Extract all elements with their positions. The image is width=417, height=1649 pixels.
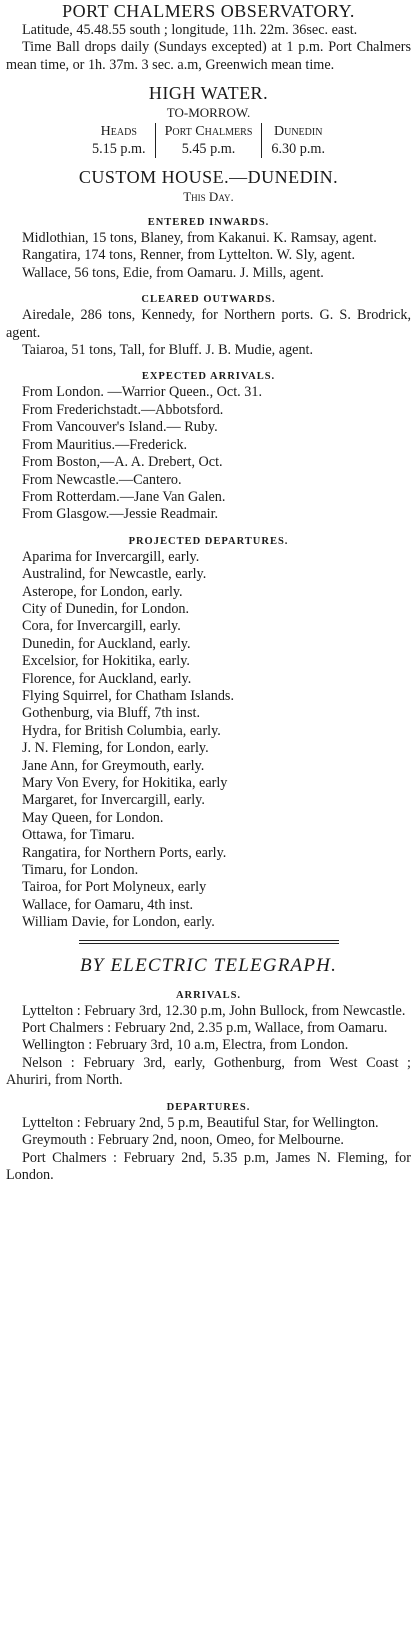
telegraph-arrivals-heading: ARRIVALS. bbox=[175, 989, 242, 1001]
list-item: Ottawa, for Timaru. bbox=[22, 827, 135, 844]
list-item: From Glasgow.—Jessie Readmair. bbox=[22, 506, 219, 523]
list-item: From Frederichstadt.—Abbotsford. bbox=[22, 401, 224, 418]
list-item: Cora, for Invercargill, early. bbox=[22, 618, 181, 635]
list-item: Australind, for Newcastle, early. bbox=[22, 566, 207, 583]
cleared-entry: Airedale, 286 tons, Kennedy, for Northern ports. G. S. Brodrick, agent. bbox=[6, 307, 411, 341]
telegraph-title: BY ELECTRIC TELEGRAPH. bbox=[79, 954, 338, 976]
expected-arrivals-heading: EXPECTED ARRIVALS. bbox=[141, 371, 276, 383]
list-item: From Mauritius.—Frederick. bbox=[22, 436, 188, 453]
high-water-place: Port Chalmers bbox=[164, 124, 253, 140]
high-water-column bbox=[155, 123, 262, 158]
list-item: William Davie, for London, early. bbox=[22, 914, 215, 931]
list-item: Dunedin, for Auckland, early. bbox=[22, 635, 191, 652]
telegraph-arrival: Port Chalmers : February 2nd, 2.35 p.m, Wallace, from Oamaru. bbox=[22, 1020, 388, 1037]
list-item: Gothenburg, via Bluff, 7th inst. bbox=[22, 705, 200, 722]
telegraph-departure: Port Chalmers : February 2nd, 5.35 p.m, James N. Fleming, for London. bbox=[6, 1149, 411, 1183]
list-item: Mary Von Every, for Hokitika, early bbox=[22, 775, 228, 791]
section-divider bbox=[79, 940, 339, 944]
projected-departures-list bbox=[6, 549, 411, 932]
telegraph-departure: Greymouth : February 2nd, noon, Omeo, for Melbourne. bbox=[22, 1132, 344, 1149]
high-water-column bbox=[83, 123, 155, 158]
high-water-column bbox=[261, 123, 334, 158]
telegraph-departures-heading: DEPARTURES. bbox=[166, 1101, 251, 1113]
list-item: From Newcastle.—Cantero. bbox=[22, 471, 182, 488]
entered-inwards-heading: ENTERED INWARDS. bbox=[147, 217, 270, 229]
high-water-place: Dunedin bbox=[273, 124, 323, 140]
list-item: J. N. Fleming, for London, early. bbox=[22, 740, 209, 757]
observatory-title: PORT CHALMERS OBSERVATORY. bbox=[62, 1, 355, 21]
list-item: Margaret, for Invercargill, early. bbox=[22, 792, 205, 809]
list-item: Florence, for Auckland, early. bbox=[22, 670, 192, 687]
high-water-table bbox=[6, 123, 411, 158]
list-item: Wallace, for Oamaru, 4th inst. bbox=[22, 896, 194, 913]
list-item: From London. —Warrior Queen., Oct. 31. bbox=[22, 384, 262, 401]
list-item: Hydra, for British Columbia, early. bbox=[22, 722, 221, 739]
list-item: May Queen, for London. bbox=[22, 809, 164, 826]
cleared-entry: Taiaroa, 51 tons, Tall, for Bluff. J. B. Mudie, agent. bbox=[22, 342, 314, 359]
list-item: From Vancouver's Island.— Ruby. bbox=[22, 419, 218, 436]
entered-entry: Midlothian, 15 tons, Blaney, from Kakanui. K. Ramsay, agent. bbox=[22, 230, 377, 247]
high-water-time: 6.30 p.m. bbox=[271, 140, 326, 157]
list-item: Flying Squirrel, for Chatham Islands. bbox=[22, 687, 235, 704]
observatory-time-ball: Time Ball drops daily (Sundays excepted) at 1 p.m. Port Chalmers mean time, or 1h. 37m. 3 sec. a.m, Greenwich mean time. bbox=[6, 39, 411, 73]
high-water-place: Heads bbox=[100, 124, 137, 140]
list-item: Timaru, for London. bbox=[22, 862, 139, 879]
custom-house-title: CUSTOM HOUSE.—DUNEDIN. bbox=[78, 167, 339, 188]
high-water-title: HIGH WATER. bbox=[148, 83, 269, 104]
list-item: Aparima for Invercargill, early. bbox=[22, 548, 200, 565]
list-item: Excelsior, for Hokitika, early. bbox=[22, 653, 190, 670]
list-item: From Rotterdam.—Jane Van Galen. bbox=[22, 488, 226, 505]
high-water-time: 5.45 p.m. bbox=[181, 140, 236, 157]
list-item: Tairoa, for Port Molyneux, early bbox=[22, 879, 207, 896]
expected-arrivals-list bbox=[6, 384, 411, 523]
list-item: City of Dunedin, for London. bbox=[22, 600, 190, 617]
entered-entry: Rangatira, 174 tons, Renner, from Lyttelton. W. Sly, agent. bbox=[22, 247, 356, 264]
cleared-outwards-heading: CLEARED OUTWARDS. bbox=[141, 294, 276, 306]
list-item: Asterope, for London, early. bbox=[22, 583, 183, 600]
telegraph-departure: Lyttelton : February 2nd, 5 p.m, Beautiful Star, for Wellington. bbox=[22, 1114, 379, 1131]
observatory-position: Latitude, 45.48.55 south ; longitude, 11h. 22m. 36sec. east. bbox=[22, 22, 358, 38]
list-item: Jane Ann, for Greymouth, early. bbox=[22, 757, 205, 774]
telegraph-arrival: Wellington : February 3rd, 10 a.m, Electra, from London. bbox=[22, 1037, 349, 1054]
high-water-time: 5.15 p.m. bbox=[91, 140, 146, 157]
custom-house-subtitle: This Day. bbox=[183, 189, 234, 205]
telegraph-arrival: Lyttelton : February 3rd, 12.30 p.m, John Bullock, from Newcastle. bbox=[22, 1002, 406, 1019]
projected-departures-heading: PROJECTED DEPARTURES. bbox=[128, 535, 289, 547]
list-item: Rangatira, for Northern Ports, early. bbox=[22, 844, 227, 861]
list-item: From Boston,—A. A. Drebert, Oct. bbox=[22, 454, 223, 471]
high-water-subtitle: TO-MORROW. bbox=[166, 105, 251, 121]
telegraph-arrival: Nelson : February 3rd, early, Gothenburg, from West Coast ; Ahuriri, from North. bbox=[6, 1054, 411, 1089]
entered-entry: Wallace, 56 tons, Edie, from Oamaru. J. Mills, agent. bbox=[22, 264, 324, 281]
